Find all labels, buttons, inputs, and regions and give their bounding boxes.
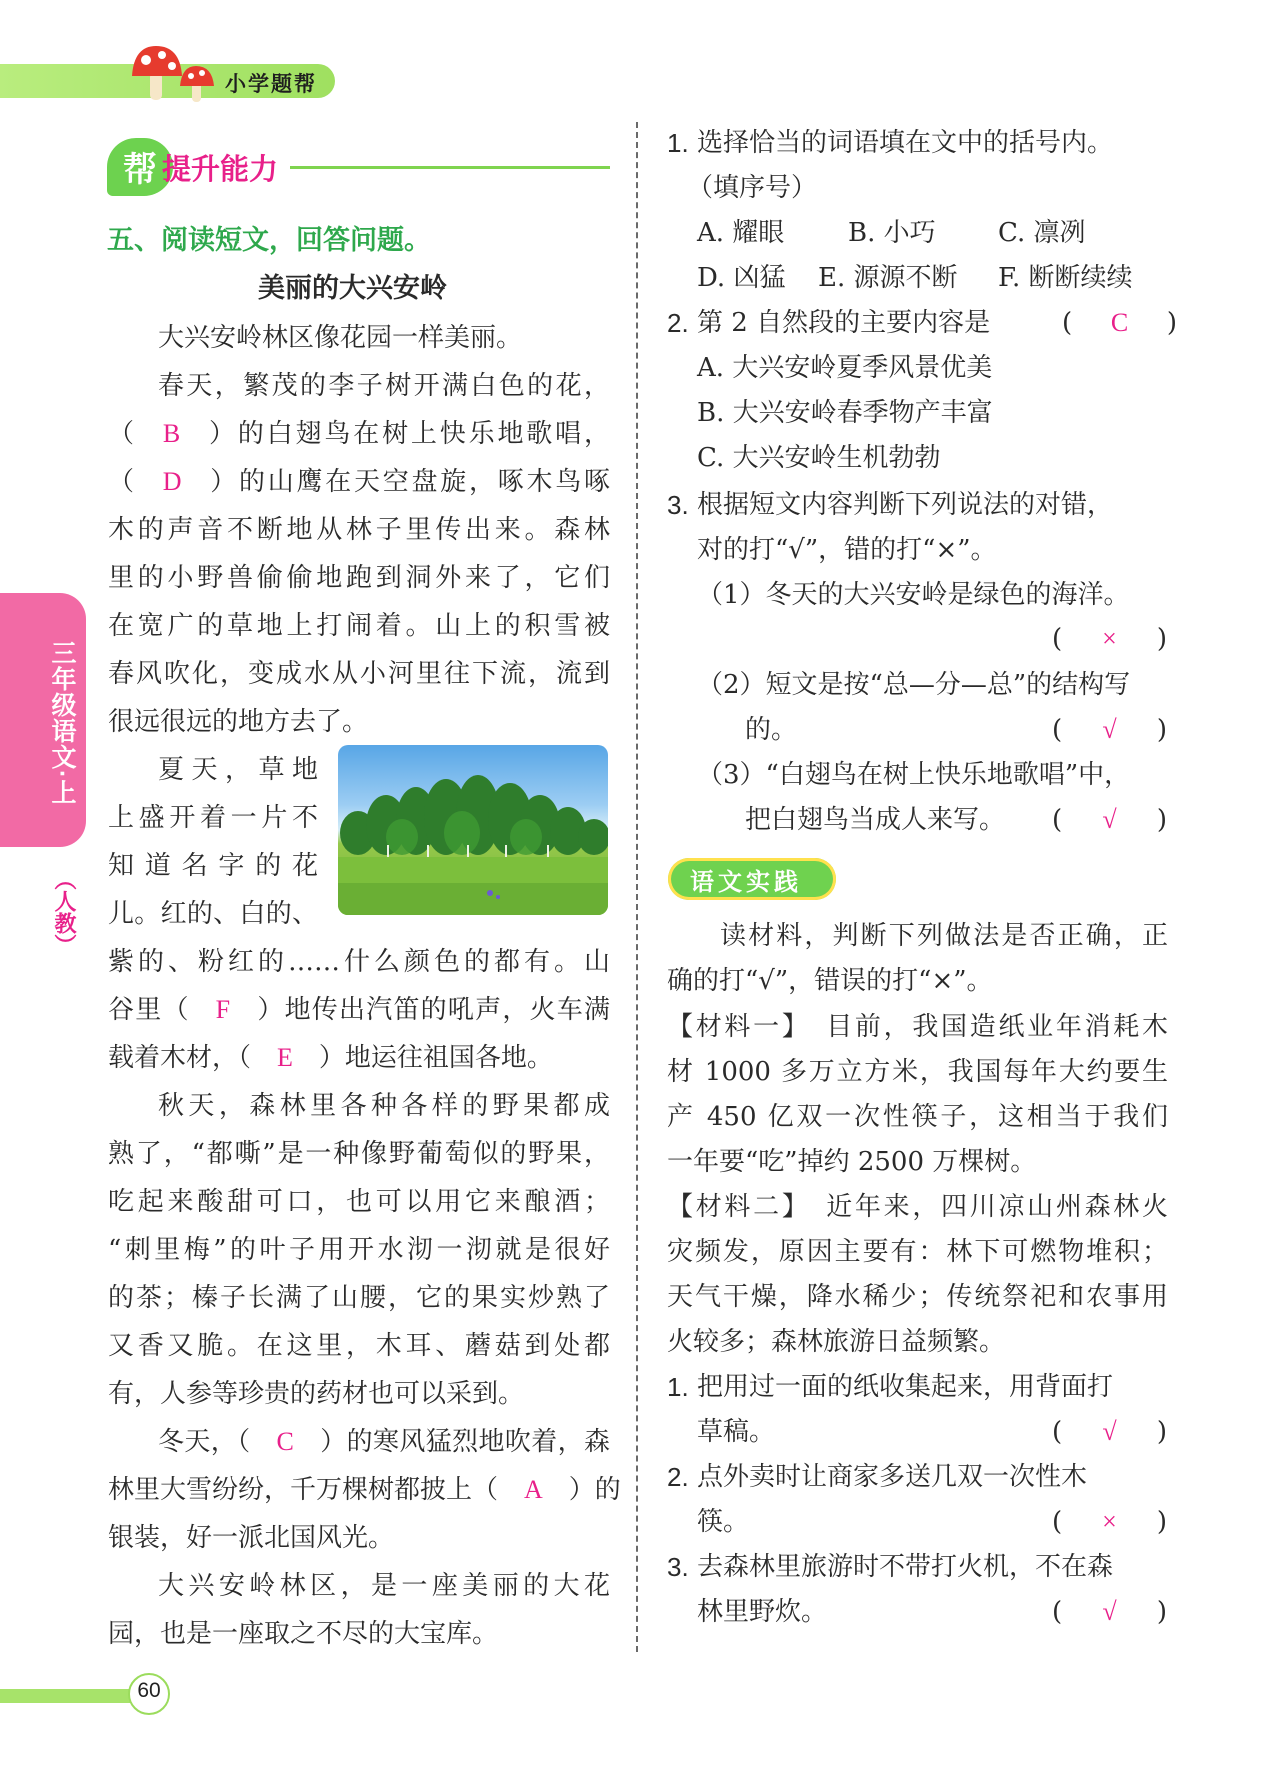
section-rule bbox=[290, 166, 610, 169]
essay-line: 园，也是一座取之不尽的大宝库。 bbox=[108, 1619, 499, 1649]
fill-blank-answer: D bbox=[136, 467, 208, 496]
practice-item2-answer: × bbox=[1102, 1507, 1117, 1536]
essay-line: （ D ）的山鹰在天空盘旋，啄木鸟啄 bbox=[108, 467, 610, 497]
q3-item1-answer: × bbox=[1102, 624, 1117, 653]
essay-line: 大兴安岭林区像花园一样美丽。 bbox=[158, 323, 523, 353]
section-title: 提升能力 bbox=[162, 154, 279, 186]
practice-item2-number: 2. bbox=[667, 1462, 689, 1492]
essay-line: 知道名字的花 bbox=[108, 851, 318, 881]
material2-line3: 天气干燥，降水稀少；传统祭祀和农事用 bbox=[667, 1282, 1168, 1312]
q1-note: （填序号） bbox=[687, 173, 818, 203]
fill-blank-answer: F bbox=[189, 995, 257, 1024]
material1-line3: 产 450 亿双一次性筷子，这相当于我们 bbox=[667, 1102, 1168, 1132]
q2-number: 2. bbox=[667, 308, 689, 338]
essay-line: 银装，好一派北国风光。 bbox=[108, 1523, 395, 1553]
header-title: 小学题帮 bbox=[225, 73, 317, 96]
page-number: 60 bbox=[137, 1679, 161, 1702]
essay-line: 紫的、粉红的……什么颜色的都有。山 bbox=[108, 947, 610, 977]
practice-item2-text: 点外卖时让商家多送几双一次性木 bbox=[697, 1462, 1088, 1492]
essay-line: 大兴安岭林区，是一座美丽的大花 bbox=[158, 1571, 610, 1601]
material2-line2: 灾频发，原因主要有：林下可燃物堆积； bbox=[667, 1237, 1168, 1267]
q3-item1-text: （1）冬天的大兴安岭是绿色的海洋。 bbox=[697, 580, 1130, 610]
q1-option-d: D. 凶猛 bbox=[697, 263, 786, 293]
q3-line2: 对的打“√”，错的打“×”。 bbox=[697, 535, 997, 565]
grade-label: 三年级语文·上 bbox=[48, 640, 76, 806]
q3-line1: 根据短文内容判断下列说法的对错， bbox=[697, 490, 1114, 520]
practice-item1-answer: √ bbox=[1102, 1417, 1117, 1446]
q1-option-c: C. 凛冽 bbox=[998, 218, 1086, 248]
essay-line: （ B ）的白翅鸟在树上快乐地歌唱， bbox=[108, 419, 610, 449]
essay-line: 吃起来酸甜可口，也可以用它来酿酒； bbox=[108, 1187, 610, 1217]
q3-item2-answer: √ bbox=[1102, 715, 1117, 744]
essay-line: 谷里（ F ）地传出汽笛的吼声，火车满 bbox=[108, 995, 610, 1025]
essay-line: 秋天，森林里各种各样的野果都成 bbox=[158, 1091, 610, 1121]
essay-line: 木的声音不断地从林子里传出来。森林 bbox=[108, 515, 610, 545]
q2-option-c: C. 大兴安岭生机勃勃 bbox=[697, 443, 941, 473]
q2-option-b: B. 大兴安岭春季物产丰富 bbox=[697, 398, 993, 428]
edition-label: （人教） bbox=[52, 868, 77, 956]
practice-badge-label: 语文实践 bbox=[690, 869, 802, 896]
q3-item2-text-cont: 的。 bbox=[745, 715, 798, 745]
essay-line: 很远很远的地方去了。 bbox=[108, 707, 369, 737]
essay-line: 载着木材，（ E ）地运往祖国各地。 bbox=[108, 1043, 553, 1073]
material1-line4: 一年要“吃”掉约 2500 万棵树。 bbox=[667, 1147, 1037, 1177]
q1-number: 1. bbox=[667, 128, 689, 158]
practice-item1-text: 把用过一面的纸收集起来，用背面打 bbox=[697, 1372, 1114, 1402]
essay-line: 上盛开着一片不 bbox=[108, 803, 318, 833]
fill-blank-answer: E bbox=[251, 1043, 319, 1072]
material2-line1: 【材料二】 近年来，四川凉山州森林火 bbox=[667, 1192, 1168, 1222]
q3-item3-text: （3）“白翅鸟在树上快乐地歌唱”中， bbox=[697, 760, 1131, 790]
q1-option-f: F. 断断续续 bbox=[998, 263, 1133, 293]
essay-line: 的茶；榛子长满了山腰，它的果实炒熟了 bbox=[108, 1283, 610, 1313]
forest-photo bbox=[338, 745, 608, 915]
q2-option-a: A. 大兴安岭夏季风景优美 bbox=[697, 353, 993, 383]
q2-text: 第 2 自然段的主要内容是 bbox=[697, 308, 991, 338]
material2-line4: 火较多；森林旅游日益频繁。 bbox=[667, 1327, 1006, 1357]
fill-blank-answer: A bbox=[498, 1475, 569, 1504]
q1-option-a: A. 耀眼 bbox=[697, 218, 785, 248]
q1-text: 选择恰当的词语填在文中的括号内。 bbox=[697, 128, 1114, 158]
practice-item1-text-cont: 草稿。 bbox=[697, 1417, 776, 1447]
practice-item3-text: 去森林里旅游时不带打火机，不在森 bbox=[697, 1552, 1114, 1582]
practice-item1-number: 1. bbox=[667, 1372, 689, 1402]
question-title: 五、阅读短文，回答问题。 bbox=[107, 225, 431, 255]
essay-line: 儿。红的、白的、 bbox=[108, 899, 318, 929]
essay-line: 春风吹化，变成水从小河里往下流，流到 bbox=[108, 659, 610, 689]
section-badge-char: 帮 bbox=[123, 151, 157, 189]
q1-option-e: E. 源源不断 bbox=[818, 263, 958, 293]
fill-blank-answer: C bbox=[250, 1427, 320, 1456]
essay-line: 夏天，草地 bbox=[158, 755, 318, 785]
column-divider bbox=[636, 122, 638, 1652]
practice-item3-text-cont: 林里野炊。 bbox=[697, 1597, 828, 1627]
practice-item3-answer: √ bbox=[1102, 1597, 1117, 1626]
q3-item3-answer: √ bbox=[1102, 805, 1117, 834]
q2-answer: C bbox=[1110, 308, 1129, 337]
essay-line: 有，人参等珍贵的药材也可以采到。 bbox=[108, 1379, 525, 1409]
practice-item3-number: 3. bbox=[667, 1552, 689, 1582]
q3-number: 3. bbox=[667, 490, 689, 520]
q3-item3-text-cont: 把白翅鸟当成人来写。 bbox=[745, 805, 1006, 835]
practice-intro-line2: 确的打“√”，错误的打“×”。 bbox=[667, 966, 993, 996]
essay-line: 又香又脆。在这里，木耳、蘑菇到处都 bbox=[108, 1331, 610, 1361]
essay-line: “刺里梅”的叶子用开水沏一沏就是很好 bbox=[108, 1235, 610, 1265]
essay-line: 冬天，（ C ）的寒风猛烈地吹着，森 bbox=[158, 1427, 610, 1457]
essay-line: 在宽广的草地上打闹着。山上的积雪被 bbox=[108, 611, 610, 641]
fill-blank-answer: B bbox=[136, 419, 207, 448]
essay-title: 美丽的大兴安岭 bbox=[258, 273, 447, 303]
q3-item2-text: （2）短文是按“总—分—总”的结构写 bbox=[697, 670, 1131, 700]
material1-line2: 材 1000 多万立方米，我国每年大约要生 bbox=[667, 1057, 1168, 1087]
practice-intro-line1: 读材料，判断下列做法是否正确，正 bbox=[720, 921, 1168, 951]
material1-line1: 【材料一】 目前，我国造纸业年消耗木 bbox=[667, 1012, 1168, 1042]
essay-line: 熟了，“都嘶”是一种像野葡萄似的野果， bbox=[108, 1139, 610, 1169]
q1-option-b: B. 小巧 bbox=[848, 218, 936, 248]
essay-line: 林里大雪纷纷，千万棵树都披上（ A ）的 bbox=[108, 1475, 621, 1505]
mushroom-logo-icon bbox=[128, 44, 223, 104]
practice-item2-text-cont: 筷。 bbox=[697, 1507, 750, 1537]
essay-line: 里的小野兽偷偷地跑到洞外来了，它们 bbox=[108, 563, 610, 593]
essay-line: 春天，繁茂的李子树开满白色的花， bbox=[158, 371, 610, 401]
